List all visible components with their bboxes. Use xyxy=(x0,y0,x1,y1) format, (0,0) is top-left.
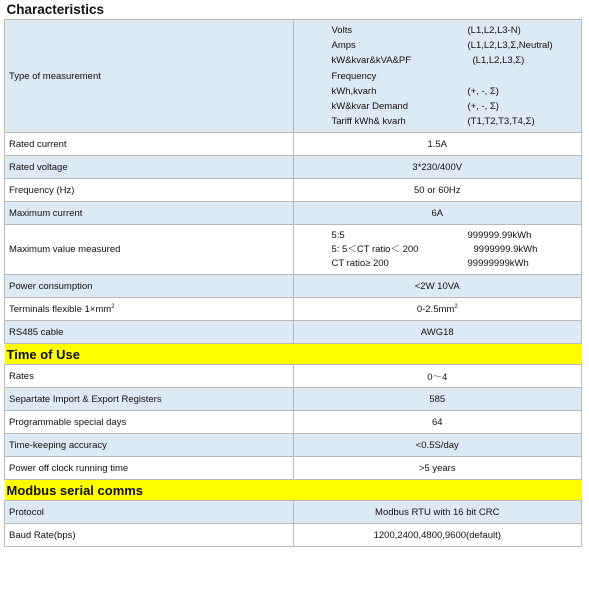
row-label: Frequency (Hz) xyxy=(5,179,294,202)
row-value: AWG18 xyxy=(293,321,582,344)
row-value xyxy=(293,298,582,321)
measurement-name: kWh,kvarh xyxy=(331,85,377,97)
measurement-value xyxy=(468,70,578,84)
row-label: Time-keeping accuracy xyxy=(5,434,294,457)
row-label: Rated voltage xyxy=(5,156,294,179)
table-row-rates xyxy=(5,365,582,388)
row-label: Programmable special days xyxy=(5,411,294,434)
measurement-name: Frequency xyxy=(331,70,377,82)
terminals-value: 0-2.5mm xyxy=(416,303,455,315)
section-characteristics xyxy=(5,0,582,20)
row-label: Rates xyxy=(5,365,294,388)
section-title: Modbus serial comms xyxy=(5,480,582,501)
table-row-terminals xyxy=(5,298,582,321)
row-label: RS485 cable xyxy=(5,321,294,344)
table-row-maximum-value xyxy=(5,225,582,275)
section-title: Characteristics xyxy=(5,0,582,20)
row-label: Protocol xyxy=(5,501,294,524)
max-value-amount: 999999.99kWh xyxy=(467,230,532,242)
row-value: <2W 10VA xyxy=(293,275,582,298)
row-value: 1.5A xyxy=(293,133,582,156)
measurement-list xyxy=(298,20,578,132)
spec-sheet xyxy=(4,0,582,547)
row-value: 50 or 60Hz xyxy=(293,179,582,202)
terminals-label: Terminals flexible 1×mm xyxy=(9,303,112,315)
table-row-protocol xyxy=(5,501,582,524)
measurement-name: kW&kvar Demand xyxy=(331,101,409,113)
terminals-label-exponent: 2 xyxy=(111,303,115,310)
row-value: 6A xyxy=(293,202,582,225)
row-value: <0.5S/day xyxy=(293,434,582,457)
measurement-value: (+, -, Σ) xyxy=(467,101,499,113)
row-value: >5 years xyxy=(293,457,582,480)
row-value xyxy=(293,20,582,133)
spec-table xyxy=(4,0,582,547)
table-row-frequency xyxy=(5,179,582,202)
table-row-rated-current xyxy=(5,133,582,156)
measurement-name: Amps xyxy=(331,40,356,52)
row-value xyxy=(293,225,582,275)
section-title: Time of Use xyxy=(5,344,582,365)
row-value: 64 xyxy=(293,411,582,434)
max-value-amount: 9999999.9kWh xyxy=(473,244,538,256)
row-value: 585 xyxy=(293,388,582,411)
row-value: Modbus RTU with 16 bit CRC xyxy=(293,501,582,524)
row-label: Rated current xyxy=(5,133,294,156)
row-label: Maximum current xyxy=(5,202,294,225)
table-row-power-off-clock xyxy=(5,457,582,480)
row-value: 0～4 xyxy=(293,365,582,388)
max-value-condition: 5: 5＜CT ratio＜ 200 xyxy=(331,244,419,256)
table-row-registers xyxy=(5,388,582,411)
table-row-special-days xyxy=(5,411,582,434)
row-label xyxy=(5,298,294,321)
max-value-amount: 99999999kWh xyxy=(467,258,529,270)
max-value-condition: CT ratio≥ 200 xyxy=(331,258,389,270)
row-label: Power consumption xyxy=(5,275,294,298)
measurement-value: (+, -, Σ) xyxy=(467,85,499,97)
table-row-baud-rate xyxy=(5,524,582,547)
table-row-type-of-measurement xyxy=(5,20,582,133)
measurement-value: (L1,L2,L3-N) xyxy=(467,25,521,36)
measurement-value: (L1,L2,L3,Σ,Neutral) xyxy=(467,40,553,52)
table-row-maximum-current xyxy=(5,202,582,225)
measurement-value: (T1,T2,T3,T4,Σ) xyxy=(467,116,535,128)
row-label: Type of measurement xyxy=(5,20,294,133)
measurement-name: kW&kvar&kVA&PF xyxy=(331,55,412,67)
measurement-name: Volts xyxy=(331,25,353,36)
terminals-value-exponent: 2 xyxy=(454,303,458,310)
measurement-name: Tariff kWh& kvarh xyxy=(331,116,406,128)
row-label: Maximum value measured xyxy=(5,225,294,275)
row-label: Power off clock running time xyxy=(5,457,294,480)
section-time-of-use xyxy=(5,344,582,365)
table-row-power-consumption xyxy=(5,275,582,298)
table-row-rs485-cable xyxy=(5,321,582,344)
measurement-value: (L1,L2,L3,Σ) xyxy=(472,55,525,67)
row-label: Separtate Import & Export Registers xyxy=(5,388,294,411)
max-value-list xyxy=(298,225,578,274)
row-label: Baud Rate(bps) xyxy=(5,524,294,547)
row-value: 3*230/400V xyxy=(293,156,582,179)
table-row-timekeeping xyxy=(5,434,582,457)
row-value: 1200,2400,4800,9600(default) xyxy=(293,524,582,547)
table-row-rated-voltage xyxy=(5,156,582,179)
section-modbus xyxy=(5,480,582,501)
max-value-condition: 5:5 xyxy=(331,230,345,242)
